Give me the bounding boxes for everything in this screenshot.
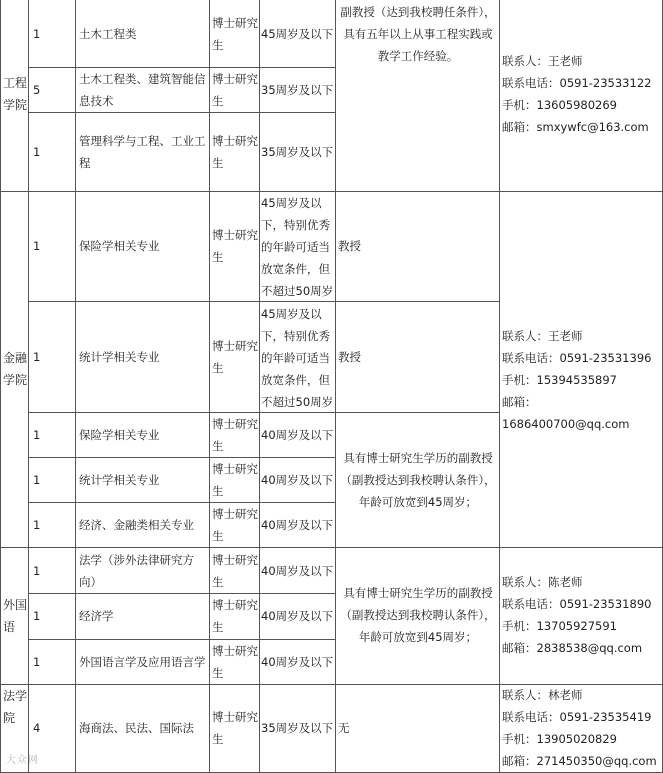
major-cell: 统计学相关专业 bbox=[79, 350, 160, 364]
age-cell: 40周岁及以下 bbox=[261, 518, 334, 532]
count-cell: 1 bbox=[33, 609, 41, 623]
major-cell: 外国语言学及应用语言学 bbox=[79, 655, 206, 669]
requirement-cell: 具有博士研究生学历的副教授（副教授达到我校聘认条件），年龄可放宽到45周岁； bbox=[340, 451, 496, 509]
degree-cell: 博士研究生 bbox=[212, 417, 258, 453]
count-cell: 1 bbox=[33, 239, 41, 253]
contact-mobile: 手机：15394535897 bbox=[502, 373, 617, 387]
contact-phone: 联系电话：0591-23535419 bbox=[502, 710, 652, 724]
major-cell: 保险学相关专业 bbox=[79, 428, 160, 442]
contact-person: 联系人：王老师 bbox=[502, 54, 583, 68]
contact-person: 联系人：陈老师 bbox=[502, 575, 583, 589]
count-cell: 1 bbox=[33, 350, 41, 364]
age-cell: 45周岁及以下，特别优秀的年龄可适当放宽条件，但不超过50周岁 bbox=[261, 307, 334, 409]
age-cell: 40周岁及以下 bbox=[261, 655, 334, 669]
degree-cell: 博士研究生 bbox=[212, 644, 258, 680]
contact-person: 联系人：林老师 bbox=[502, 688, 583, 702]
contact-block-engineering bbox=[502, 50, 662, 138]
age-cell: 40周岁及以下 bbox=[261, 473, 334, 487]
grid-line bbox=[28, 502, 335, 503]
contact-block-foreign bbox=[502, 571, 662, 659]
count-cell: 1 bbox=[33, 27, 41, 41]
requirement-cell: 教授 bbox=[338, 350, 361, 364]
count-cell: 5 bbox=[33, 83, 41, 97]
major-cell: 经济、金融类相关专业 bbox=[79, 518, 194, 532]
age-cell: 35周岁及以下 bbox=[261, 83, 334, 97]
grid-line bbox=[209, 0, 210, 773]
degree-cell: 博士研究生 bbox=[212, 134, 258, 170]
degree-cell: 博士研究生 bbox=[212, 710, 258, 746]
grid-line bbox=[28, 639, 335, 640]
age-cell: 40周岁及以下 bbox=[261, 428, 334, 442]
grid-line bbox=[28, 457, 335, 458]
major-cell: 法学（涉外法律研究方向） bbox=[79, 553, 194, 589]
count-cell: 1 bbox=[33, 518, 41, 532]
grid-line bbox=[335, 0, 336, 773]
watermark: 大众网 bbox=[6, 755, 39, 766]
grid-line bbox=[259, 0, 260, 773]
age-cell: 45周岁及以下 bbox=[261, 27, 334, 41]
contact-phone: 联系电话：0591-23531890 bbox=[502, 597, 652, 611]
degree-cell: 博士研究生 bbox=[212, 16, 258, 52]
contact-block-law bbox=[502, 684, 662, 772]
major-cell: 管理科学与工程、工业工程 bbox=[79, 134, 206, 170]
degree-cell: 博士研究生 bbox=[212, 507, 258, 543]
count-cell: 1 bbox=[33, 655, 41, 669]
contact-phone: 联系电话：0591-23533122 bbox=[502, 76, 652, 90]
count-cell: 1 bbox=[33, 145, 41, 159]
requirement-cell: 具有博士研究生学历的副教授（副教授达到我校聘认条件），年龄可放宽到45周岁； bbox=[340, 586, 496, 644]
requirement-cell: 无 bbox=[338, 721, 350, 735]
degree-cell: 博士研究生 bbox=[212, 598, 258, 634]
contact-mobile: 手机：13605980269 bbox=[502, 98, 617, 112]
contact-block-finance bbox=[502, 325, 662, 435]
degree-cell: 博士研究生 bbox=[212, 228, 258, 264]
count-cell: 1 bbox=[33, 473, 41, 487]
grid-line bbox=[28, 593, 335, 594]
grid-line bbox=[28, 0, 29, 773]
major-cell: 海商法、民法、国际法 bbox=[79, 721, 194, 735]
age-cell: 45周岁及以下，特别优秀的年龄可适当放宽条件，但不超过50周岁 bbox=[261, 196, 334, 298]
contact-email: 邮箱：271450350@qq.com bbox=[502, 754, 657, 768]
degree-cell: 博士研究生 bbox=[212, 553, 258, 589]
grid-line bbox=[75, 0, 76, 773]
requirement-cell: 副教授（达到我校聘任条件），具有五年以上从事工程实践或教学工作经验。 bbox=[340, 5, 496, 63]
count-cell: 1 bbox=[33, 428, 41, 442]
age-cell: 35周岁及以下 bbox=[261, 145, 334, 159]
grid-line bbox=[28, 112, 335, 113]
dept-name-finance: 金融学院 bbox=[3, 351, 27, 387]
contact-mobile: 手机：13905020829 bbox=[502, 732, 617, 746]
count-cell: 4 bbox=[33, 721, 41, 735]
degree-cell: 博士研究生 bbox=[212, 339, 258, 375]
age-cell: 40周岁及以下 bbox=[261, 609, 334, 623]
grid-line bbox=[499, 0, 500, 773]
contact-person: 联系人：王老师 bbox=[502, 329, 583, 343]
grid-line bbox=[0, 547, 663, 548]
dept-name-law: 法学院 bbox=[3, 689, 27, 725]
dept-name-engineering: 工程学院 bbox=[3, 76, 27, 112]
dept-name-foreign: 外国语 bbox=[3, 598, 27, 634]
major-cell: 土木工程类、建筑智能信息技术 bbox=[79, 72, 206, 108]
degree-cell: 博士研究生 bbox=[212, 462, 258, 498]
count-cell: 1 bbox=[33, 564, 41, 578]
degree-cell: 博士研究生 bbox=[212, 72, 258, 108]
grid-line bbox=[0, 0, 1, 773]
age-cell: 35周岁及以下 bbox=[261, 721, 334, 735]
major-cell: 保险学相关专业 bbox=[79, 239, 160, 253]
contact-phone: 联系电话：0591-23531396 bbox=[502, 351, 652, 365]
contact-mobile: 手机：13705927591 bbox=[502, 619, 617, 633]
contact-email: 邮箱：2838538@qq.com bbox=[502, 641, 643, 655]
contact-email: 邮箱：1686400700@qq.com bbox=[502, 395, 630, 431]
age-cell: 40周岁及以下 bbox=[261, 564, 334, 578]
requirement-cell: 教授 bbox=[338, 239, 361, 253]
major-cell: 土木工程类 bbox=[79, 27, 137, 41]
major-cell: 统计学相关专业 bbox=[79, 473, 160, 487]
major-cell: 经济学 bbox=[79, 609, 114, 623]
contact-email: 邮箱：smxywfc@163.com bbox=[502, 120, 649, 134]
